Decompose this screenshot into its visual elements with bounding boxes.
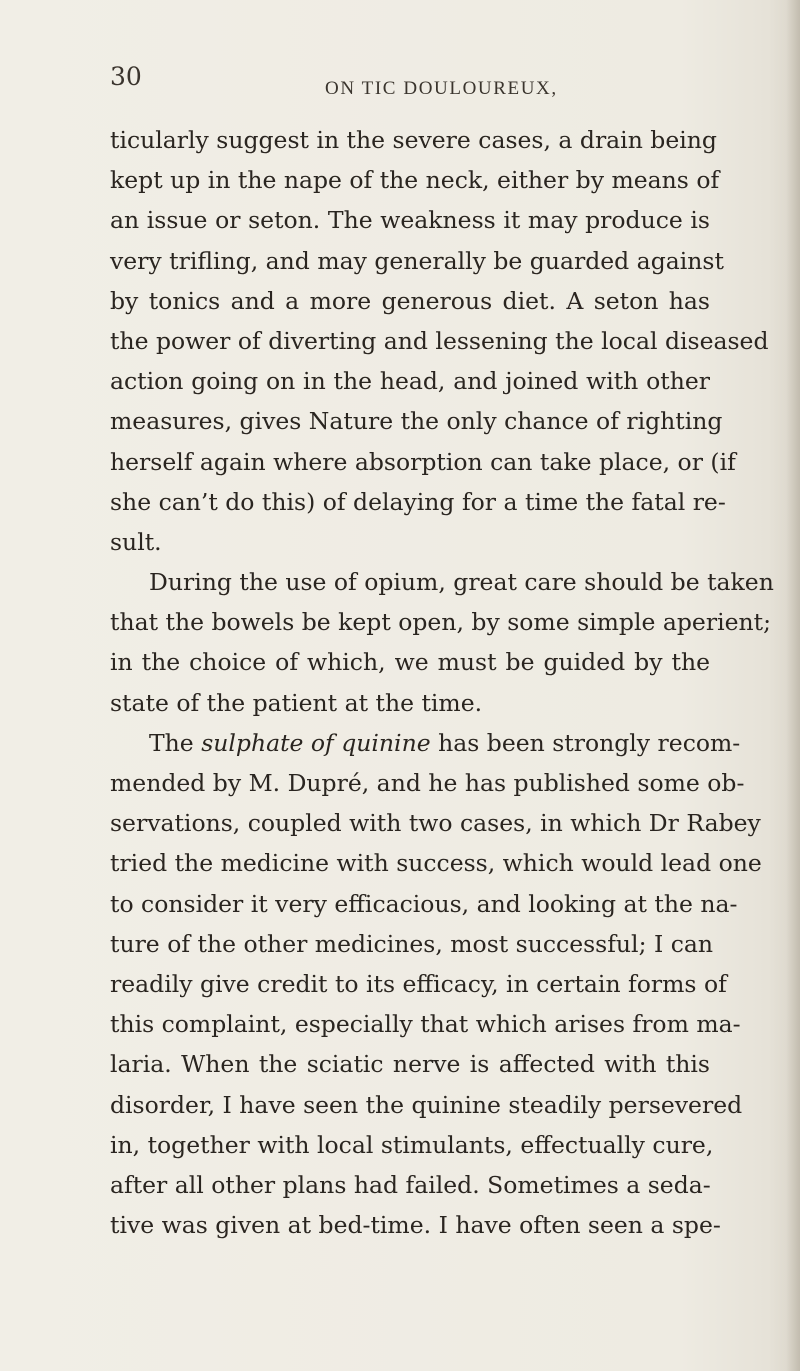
text-line: in, together with local stimulants, effectually cure, xyxy=(110,1130,714,1159)
text-line: she can’t do this) of delaying for a time the fatal re- xyxy=(110,487,726,516)
text-line: action going on in the head, and joined with other xyxy=(110,367,710,396)
text-line: laria. When the sciatic nerve is affected with this xyxy=(110,1050,710,1079)
text-line: disorder, I have seen the quinine steadily persevered xyxy=(110,1090,743,1119)
text-line: an issue or seton. The weakness it may produce is xyxy=(110,206,710,235)
text-line: to consider it very efficacious, and looking at the na- xyxy=(110,889,738,918)
text-line: this complaint, especially that which arises from ma- xyxy=(110,1010,741,1039)
text-line: herself again where absorption can take place, or (if xyxy=(110,447,736,476)
text-line: measures, gives Nature the only chance of righting xyxy=(110,407,723,436)
text-line: sult. xyxy=(110,527,162,556)
text-line: after all other plans had failed. Sometimes a seda- xyxy=(110,1170,711,1199)
running-head: ON TIC DOULOUREUX, xyxy=(325,78,558,99)
text-line: ticularly suggest in the severe cases, a drain being xyxy=(110,126,717,154)
paragraph-start-line: During the use of opium, great care should be taken xyxy=(149,568,774,597)
text-line: that the bowels be kept open, by some simple aperient; xyxy=(110,608,771,637)
text-line: in the choice of which, we must be guided by the xyxy=(110,648,710,677)
text-line: very trifling, and may generally be guarded against xyxy=(110,246,724,275)
body-text xyxy=(110,120,774,1245)
text-line: readily give credit to its efficacy, in certain forms of xyxy=(110,969,727,998)
text-line: the power of diverting and lessening the local diseased xyxy=(110,326,769,355)
line-suffix: has been strongly recom- xyxy=(430,728,741,757)
text-line: by tonics and a more generous diet. A seton has xyxy=(110,286,710,315)
text-line: kept up in the nape of the neck, either by means of xyxy=(110,166,720,195)
page-number: 30 xyxy=(110,62,142,91)
text-line: mended by M. Dupré, and he has published some ob- xyxy=(110,769,745,797)
page-header xyxy=(110,62,710,102)
page-edge-shadow xyxy=(786,0,800,1371)
paragraph-start-line xyxy=(110,723,741,763)
text-line: tried the medicine with success, which would lead one xyxy=(110,849,762,878)
text-line: ture of the other medicines, most successful; I can xyxy=(110,929,714,958)
text-line: servations, coupled with two cases, in which Dr Rabey xyxy=(110,809,761,838)
text-line: tive was given at bed-time. I have often seen a spe- xyxy=(110,1211,721,1240)
text-line: state of the patient at the time. xyxy=(110,688,483,717)
line-prefix: The xyxy=(149,728,202,757)
italic-term: sulphate of quinine xyxy=(201,728,431,757)
